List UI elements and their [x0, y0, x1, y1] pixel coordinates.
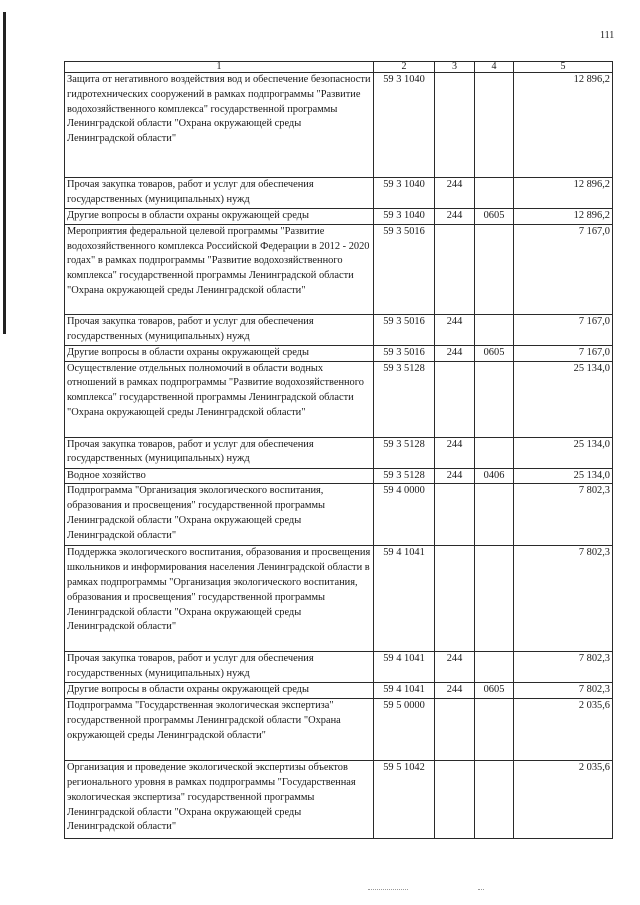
row-vr [435, 484, 475, 546]
scan-noise [368, 889, 408, 891]
row-rz [475, 314, 514, 345]
row-amount: 2 035,6 [514, 761, 613, 839]
row-name: Защита от негативного воздействия вод и обеспечение безопасности гидротехнических сооружений в рамках подпрограммы "Развитие водохозяйственного комплекса" государственной программы Ленинградской области "Охрана окружающей среды Ленинградской области" [65, 73, 374, 178]
row-vr: 244 [435, 345, 475, 361]
row-code: 59 3 1040 [374, 73, 435, 178]
header-col-5: 5 [514, 62, 613, 73]
row-name: Прочая закупка товаров, работ и услуг для обеспечения государственных (муниципальных) нужд [65, 178, 374, 209]
row-rz [475, 761, 514, 839]
row-vr: 244 [435, 652, 475, 683]
row-vr [435, 546, 475, 652]
header-col-4: 4 [475, 62, 514, 73]
row-vr [435, 224, 475, 314]
row-name: Мероприятия федеральной целевой программы "Развитие водохозяйственного комплекса Российской Федерации в 2012 - 2020 годах" в рамках подпрограммы "Развитие водохозяйственного комплекса" государственной программы Ленинградской области "Охрана окружающей среды Ленинградской области" [65, 224, 374, 314]
row-rz: 0605 [475, 209, 514, 225]
header-col-3: 3 [435, 62, 475, 73]
row-name: Осуществление отдельных полномочий в области водных отношений в рамках подпрограммы "Развитие водохозяйственного комплекса" государственной программы Ленинградской области "Охрана окружающей среды Ленинградской области" [65, 361, 374, 437]
row-amount: 7 167,0 [514, 345, 613, 361]
row-vr: 244 [435, 437, 475, 468]
row-rz: 0605 [475, 345, 514, 361]
row-amount: 7 802,3 [514, 683, 613, 699]
row-code: 59 5 0000 [374, 699, 435, 761]
row-code: 59 3 5128 [374, 468, 435, 484]
row-amount: 12 896,2 [514, 178, 613, 209]
row-amount: 7 802,3 [514, 484, 613, 546]
row-amount: 7 802,3 [514, 546, 613, 652]
table-row [65, 209, 613, 225]
header-col-1: 1 [65, 62, 374, 73]
row-code: 59 3 5016 [374, 224, 435, 314]
row-rz: 0605 [475, 683, 514, 699]
row-rz [475, 437, 514, 468]
row-code: 59 4 1041 [374, 546, 435, 652]
row-name: Прочая закупка товаров, работ и услуг для обеспечения государственных (муниципальных) нужд [65, 314, 374, 345]
row-vr: 244 [435, 178, 475, 209]
row-amount: 12 896,2 [514, 73, 613, 178]
row-name: Другие вопросы в области охраны окружающей среды [65, 683, 374, 699]
row-name: Прочая закупка товаров, работ и услуг для обеспечения государственных (муниципальных) нужд [65, 437, 374, 468]
table-row [65, 178, 613, 209]
row-vr: 244 [435, 314, 475, 345]
row-code: 59 4 1041 [374, 683, 435, 699]
table-row [65, 345, 613, 361]
row-amount: 25 134,0 [514, 361, 613, 437]
row-code: 59 5 1042 [374, 761, 435, 839]
table-row [65, 437, 613, 468]
scan-noise [478, 889, 484, 891]
row-name: Подпрограмма "Государственная экологическая экспертиза" государственной программы Ленинградской области "Охрана окружающей среды Ленинградской области" [65, 699, 374, 761]
table-row [65, 361, 613, 437]
table-row [65, 224, 613, 314]
row-code: 59 3 5016 [374, 345, 435, 361]
row-name: Водное хозяйство [65, 468, 374, 484]
row-name: Прочая закупка товаров, работ и услуг для обеспечения государственных (муниципальных) нужд [65, 652, 374, 683]
row-name: Подпрограмма "Организация экологического воспитания, образования и просвещения" государственной программы Ленинградской области "Охрана окружающей среды Ленинградской области" [65, 484, 374, 546]
row-rz: 0406 [475, 468, 514, 484]
table-header-row [65, 62, 613, 73]
row-amount: 25 134,0 [514, 437, 613, 468]
row-code: 59 3 5128 [374, 437, 435, 468]
row-rz [475, 73, 514, 178]
row-vr [435, 361, 475, 437]
budget-table [64, 61, 613, 839]
row-name: Другие вопросы в области охраны окружающей среды [65, 345, 374, 361]
row-rz [475, 546, 514, 652]
row-code: 59 3 1040 [374, 209, 435, 225]
row-vr [435, 73, 475, 178]
row-rz [475, 699, 514, 761]
row-amount: 25 134,0 [514, 468, 613, 484]
row-vr [435, 761, 475, 839]
row-rz [475, 484, 514, 546]
row-code: 59 3 5128 [374, 361, 435, 437]
row-vr [435, 699, 475, 761]
row-amount: 12 896,2 [514, 209, 613, 225]
row-name: Поддержка экологического воспитания, образования и просвещения школьников и информирования населения Ленинградской области в рамках подпрограммы "Организация экологического воспитания, образования и просвещения" государственной программы Ленинградской области "Охрана окружающей среды Ленинградской области" [65, 546, 374, 652]
table-row [65, 314, 613, 345]
row-vr: 244 [435, 209, 475, 225]
table-row [65, 546, 613, 652]
table-row [65, 73, 613, 178]
row-name: Организация и проведение экологической экспертизы объектов регионального уровня в рамках подпрограммы "Государственная экологическая экспертиза" государственной программы Ленинградской области "Охрана окружающей среды Ленинградской области" [65, 761, 374, 839]
table-row [65, 699, 613, 761]
table-row [65, 761, 613, 839]
row-vr: 244 [435, 683, 475, 699]
row-name: Другие вопросы в области охраны окружающей среды [65, 209, 374, 225]
row-amount: 7 167,0 [514, 314, 613, 345]
row-rz [475, 652, 514, 683]
row-rz [475, 178, 514, 209]
row-code: 59 4 0000 [374, 484, 435, 546]
row-amount: 2 035,6 [514, 699, 613, 761]
table-row [65, 468, 613, 484]
table-row [65, 652, 613, 683]
row-code: 59 3 5016 [374, 314, 435, 345]
row-code: 59 4 1041 [374, 652, 435, 683]
table-row [65, 683, 613, 699]
row-vr: 244 [435, 468, 475, 484]
row-code: 59 3 1040 [374, 178, 435, 209]
row-amount: 7 802,3 [514, 652, 613, 683]
table-row [65, 484, 613, 546]
header-col-2: 2 [374, 62, 435, 73]
row-amount: 7 167,0 [514, 224, 613, 314]
row-rz [475, 224, 514, 314]
page-number: 111 [600, 30, 615, 41]
scan-edge-mark [3, 12, 6, 334]
row-rz [475, 361, 514, 437]
